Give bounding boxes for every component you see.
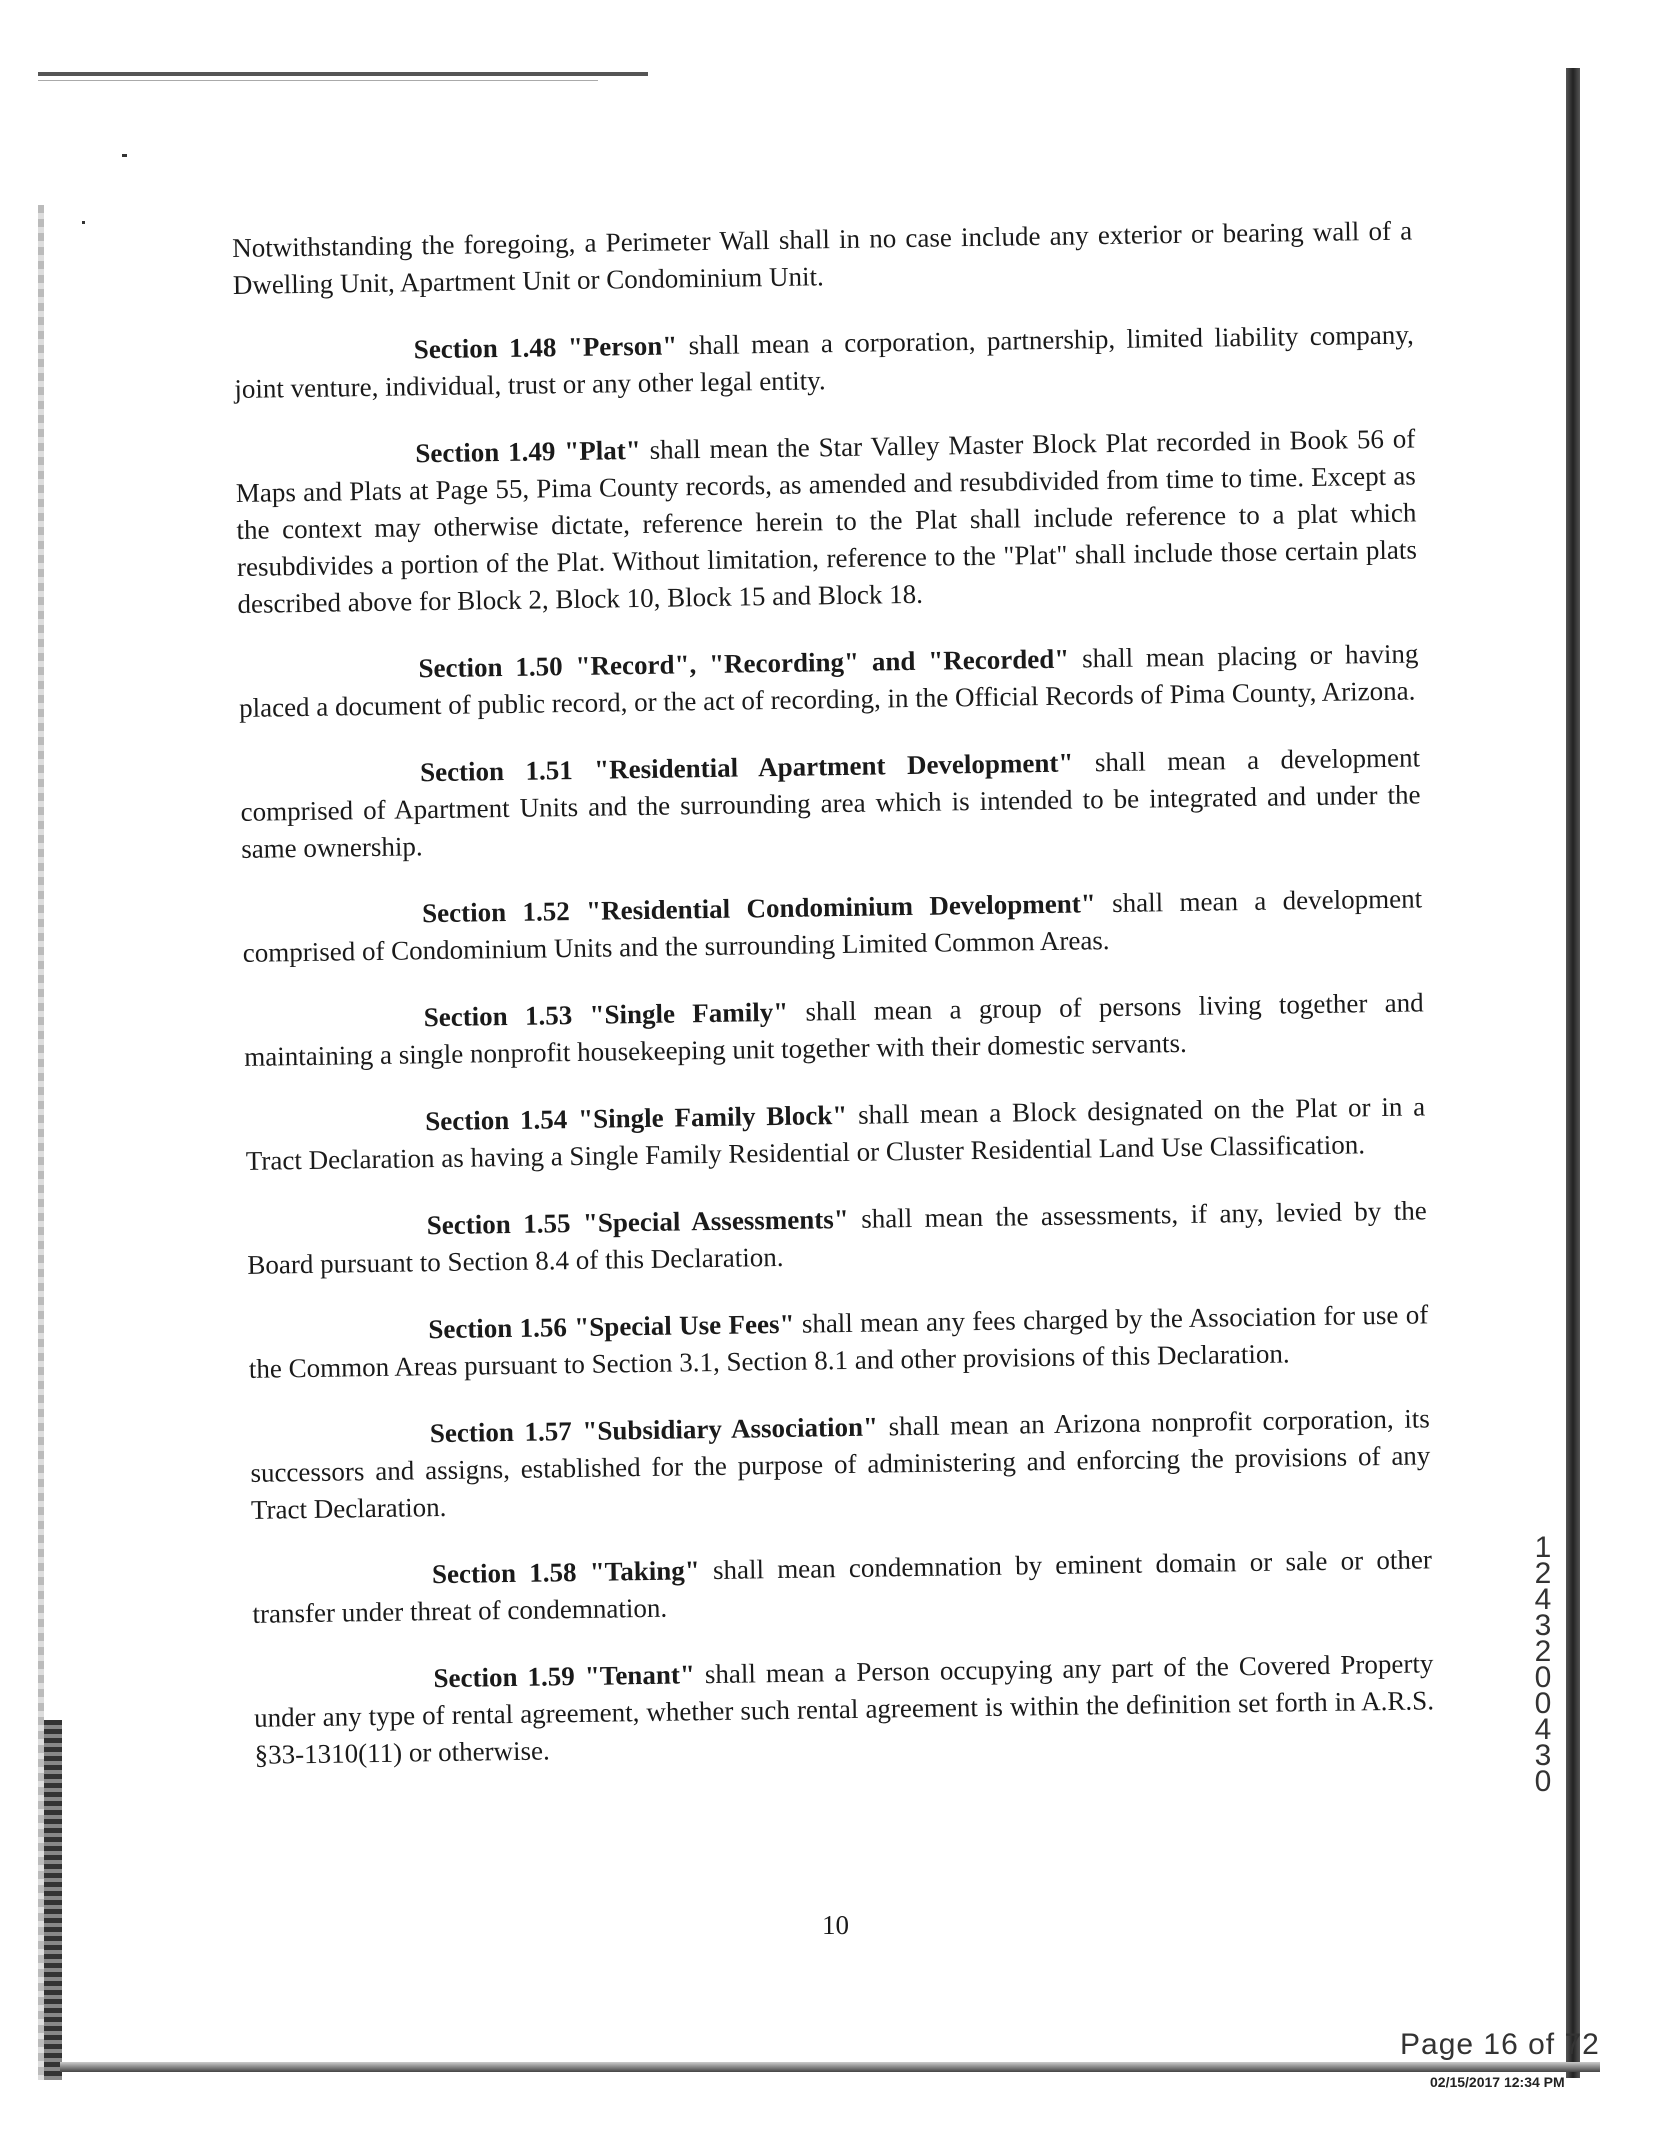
section-paragraph	[248, 1296, 1429, 1387]
section-text: shall mean a Block designated on the Plat or in a Tract Declaration as having a Single Family Residential or Cluster Residential Land Use Classification.	[245, 1091, 1426, 1176]
section-text: shall mean a development comprised of Condominium Units and the surrounding Limited Common Areas.	[242, 883, 1423, 968]
document-body	[232, 212, 1435, 1803]
defined-term: "Single Family Block"	[577, 1099, 848, 1134]
page-number: 10	[822, 1910, 849, 1940]
section-paragraph	[253, 1645, 1435, 1773]
section-list	[234, 316, 1435, 1773]
defined-term: "Subsidiary Association"	[582, 1411, 879, 1446]
section-text: shall mean any fees charged by the Association for use of the Common Areas pursuant to Section 3.1, Section 8.1 and other provisions of this Declaration.	[248, 1299, 1429, 1384]
section-paragraph	[238, 635, 1419, 726]
section-paragraph	[243, 984, 1424, 1075]
section-paragraph	[234, 316, 1415, 407]
section-paragraph	[242, 880, 1423, 971]
section-heading: Section 1.56	[428, 1312, 568, 1345]
section-heading: Section 1.48	[413, 332, 557, 365]
defined-term: "Single Family"	[589, 996, 789, 1030]
section-heading: Section 1.54	[425, 1104, 568, 1137]
section-heading: Section 1.58	[431, 1557, 577, 1590]
defined-term: "Plat"	[564, 434, 641, 467]
section-text: shall mean an Arizona nonprofit corporation, its successors and assigns, established for the purpose of administering and enforcing the provisions of any Tract Declaration.	[250, 1403, 1431, 1525]
section-text: shall mean a group of persons living together and maintaining a single nonprofit housekeeping unit together with their domestic servants.	[244, 987, 1424, 1072]
section-paragraph	[240, 739, 1422, 867]
section-heading: Section 1.59	[433, 1661, 575, 1694]
section-paragraph	[247, 1192, 1428, 1283]
intro-paragraph: Notwithstanding the foregoing, a Perimeter Wall shall in no case include any exterior or bearing wall of a Dwelling Unit, Apartment Unit or Condominium Unit.	[232, 215, 1413, 300]
section-heading: Section 1.55	[426, 1208, 571, 1241]
section-text: shall mean a development comprised of Apartment Units and the surrounding area which is intended to be integrated and under the same ownership.	[240, 742, 1421, 864]
scan-left-edge-dark	[44, 1720, 62, 2080]
defined-term: "Special Use Fees"	[574, 1308, 795, 1343]
defined-term: "Residential Apartment Development"	[593, 747, 1074, 785]
section-heading: Section 1.51	[419, 755, 573, 788]
section-paragraph	[245, 1088, 1426, 1179]
section-heading: Section 1.52	[421, 896, 570, 929]
section-heading: Section 1.53	[423, 1000, 573, 1033]
defined-term: "Record", "Recording" and "Recorded"	[575, 643, 1070, 681]
scan-right-edge	[1566, 68, 1580, 2078]
section-heading: Section 1.50	[418, 651, 563, 684]
defined-term: "Tenant"	[584, 1659, 696, 1691]
scan-speck	[122, 154, 127, 157]
section-heading: Section 1.49	[415, 436, 556, 469]
section-text: shall mean a Person occupying any part of the Covered Property under any type of rental agreement, whether such rental agreement is within the definition set forth in A.R.S. §33-1310(11) or otherwise.	[253, 1648, 1435, 1770]
scan-speck	[82, 221, 85, 224]
section-paragraph	[250, 1400, 1432, 1528]
defined-term: "Person"	[567, 330, 678, 363]
recording-stamp: 12432 00430	[1534, 1531, 1552, 1798]
scan-top-rule-thin	[38, 80, 598, 81]
defined-term: "Special Assessments"	[582, 1203, 849, 1238]
section-text: shall mean placing or having placed a document of public record, or the act of recording, in the Official Records of Pima County, Arizona.	[238, 638, 1419, 723]
section-text: shall mean the assessments, if any, levied by the Board pursuant to Section 8.4 of this Declaration.	[247, 1195, 1427, 1280]
defined-term: "Taking"	[589, 1555, 700, 1587]
section-paragraph	[252, 1541, 1433, 1632]
scan-top-rule	[38, 72, 648, 76]
section-paragraph	[235, 420, 1418, 622]
section-text: shall mean the Star Valley Master Block Plat recorded in Book 56 of Maps and Plats at Page 55, Pima County records, as amended and resubdivided from time to time. Except as the context may otherwise dictate, reference herein to the Plat shall include reference to a plat which resubdivides a portion of the Plat. Without limitation, reference to the "Plat" shall include those certain plats described above for Block 2, Block 10, Block 15 and Block 18.	[235, 423, 1418, 619]
timestamp: 02/15/2017 12:34 PM	[1430, 2074, 1565, 2090]
section-heading: Section 1.57	[429, 1416, 572, 1449]
scan-bottom-rule	[60, 2062, 1600, 2072]
page-counter: Page 16 of 72	[1400, 2028, 1600, 2061]
section-text: shall mean condemnation by eminent domain or sale or other transfer under threat of condemnation.	[252, 1544, 1433, 1629]
section-text: shall mean a corporation, partnership, limited liability company, joint venture, individual, trust or any other legal entity.	[234, 319, 1414, 404]
defined-term: "Residential Condominium Development"	[585, 888, 1096, 926]
